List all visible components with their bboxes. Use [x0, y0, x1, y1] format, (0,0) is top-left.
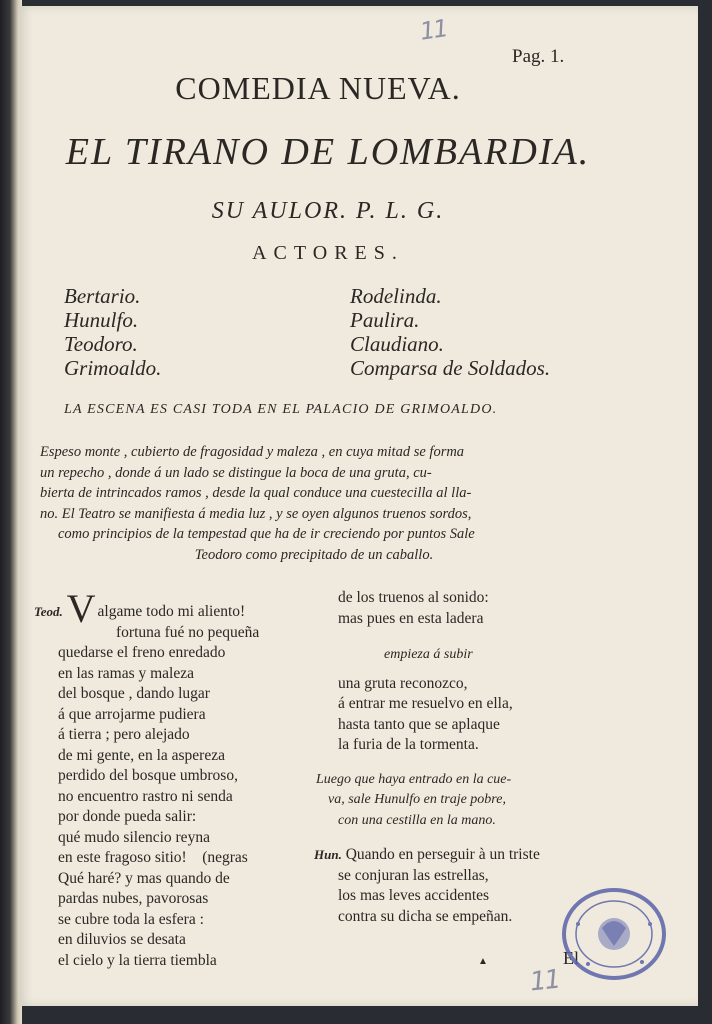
verse-line: quedarse el freno enredado: [58, 644, 226, 661]
verse-line: se cubre toda la esfera :: [58, 910, 204, 928]
verse-line: una gruta reconozco,: [338, 674, 468, 692]
actor-name: Hunulfo.: [64, 308, 139, 332]
drop-cap: V: [66, 586, 96, 631]
actors-heading: ACTORES.: [252, 242, 404, 264]
actor-name: Claudiano.: [350, 332, 444, 356]
actors-list-right: [350, 284, 550, 380]
pencil-folio-mark-bottom: 11: [528, 964, 561, 998]
verse-line: en diluvios se desata: [58, 931, 186, 948]
verse-line: mas pues en esta ladera: [338, 609, 484, 627]
actor-name: Rodelinda.: [350, 284, 442, 308]
verse-line: Qué haré? y mas quando de: [58, 869, 230, 887]
actor-name: Comparsa de Soldados.: [350, 356, 551, 380]
stage-aside: va, sale Hunulfo en traje pobre,: [328, 792, 506, 807]
verse-line: los mas leves accidentes: [338, 887, 490, 904]
verse-line: contra su dicha se empeñan.: [338, 907, 513, 925]
author-line: SU AULOR. P. L. G.: [211, 198, 445, 224]
verse-line: el cielo y la tierra tiembla: [58, 951, 217, 969]
verse-column-left: [34, 588, 324, 971]
scene-note: LA ESCENA ES CASI TODA EN EL PALACIO DE GRIMOALDO.: [64, 402, 498, 417]
verse-line: en este fragoso sitio! (negras: [58, 849, 248, 866]
actor-name: Grimoaldo.: [64, 356, 162, 380]
verse-line: perdido del bosque umbroso,: [58, 767, 238, 784]
stage-aside: Luego que haya entrado en la cue-: [316, 771, 512, 787]
verse-line: pardas nubes, pavorosas: [58, 890, 209, 907]
title-line-2: EL TIRANO DE LOMBARDIA.: [65, 131, 591, 173]
document-page: [18, 6, 698, 1006]
stage-line: un repecho , donde á un lado se distingue la boca de una gruta, cu-: [40, 464, 432, 481]
verse-line: algame todo mi aliento!: [97, 603, 246, 620]
actors-list-left: [64, 284, 161, 380]
stage-line: Espeso monte , cubierto de fragosidad y maleza , en cuya mitad se forma: [40, 444, 465, 460]
verse-line: á entrar me resuelvo en ella,: [338, 695, 513, 712]
pencil-folio-mark-top: 11: [418, 14, 449, 46]
catchword: El: [563, 948, 579, 968]
speaker-label: Teod.: [34, 604, 63, 619]
title-line-1: COMEDIA NUEVA.: [175, 70, 461, 106]
verse-line: de mi gente, en la aspereza: [58, 746, 225, 764]
verse-line: qué mudo silencio reyna: [58, 828, 210, 846]
verse-line: de los truenos al sonido:: [338, 589, 489, 606]
actor-name: Teodoro.: [64, 332, 138, 356]
page-number: Pag. 1.: [512, 46, 565, 67]
verse-line: hasta tanto que se aplaque: [338, 715, 500, 733]
stage-aside: con una cestilla en la mano.: [338, 812, 496, 828]
verse-line: fortuna fué no pequeña: [116, 623, 260, 641]
verse-line: del bosque , dando lugar: [58, 685, 210, 702]
stage-line: Teodoro como precipitado de un caballo.: [194, 546, 434, 563]
stage-line: no. El Teatro se manifiesta á media luz , y se oyen algunos truenos sordos,: [40, 505, 472, 522]
verse-line: á tierra ; pero alejado: [58, 726, 190, 743]
verse-column-right: [314, 588, 604, 927]
verse-line: la furia de la tormenta.: [338, 736, 479, 753]
speaker-label: Hun.: [314, 847, 342, 862]
verse-line: á que arrojarme pudiera: [58, 705, 206, 723]
verse-line: por donde pueda salir:: [58, 808, 197, 825]
verse-line: Quando en perseguir à un triste: [345, 846, 540, 863]
stage-line: bierta de intrincados ramos , desde la qual conduce una cuestecilla al lla-: [40, 485, 472, 501]
verse-line: en las ramas y maleza: [58, 664, 194, 682]
stage-direction: [40, 442, 588, 565]
actor-name: Paulira.: [350, 308, 420, 332]
stage-aside: empieza á subir: [384, 647, 473, 662]
actor-name: Bertario.: [64, 284, 141, 308]
verse-line: se conjuran las estrellas,: [338, 866, 489, 884]
ornament-mark: ▲: [478, 956, 488, 967]
stage-line: como principios de la tempestad que ha de ir creciendo por puntos Sale: [58, 526, 475, 542]
library-stamp-icon: [558, 884, 670, 984]
verse-line: no encuentro rastro ni senda: [58, 787, 233, 805]
